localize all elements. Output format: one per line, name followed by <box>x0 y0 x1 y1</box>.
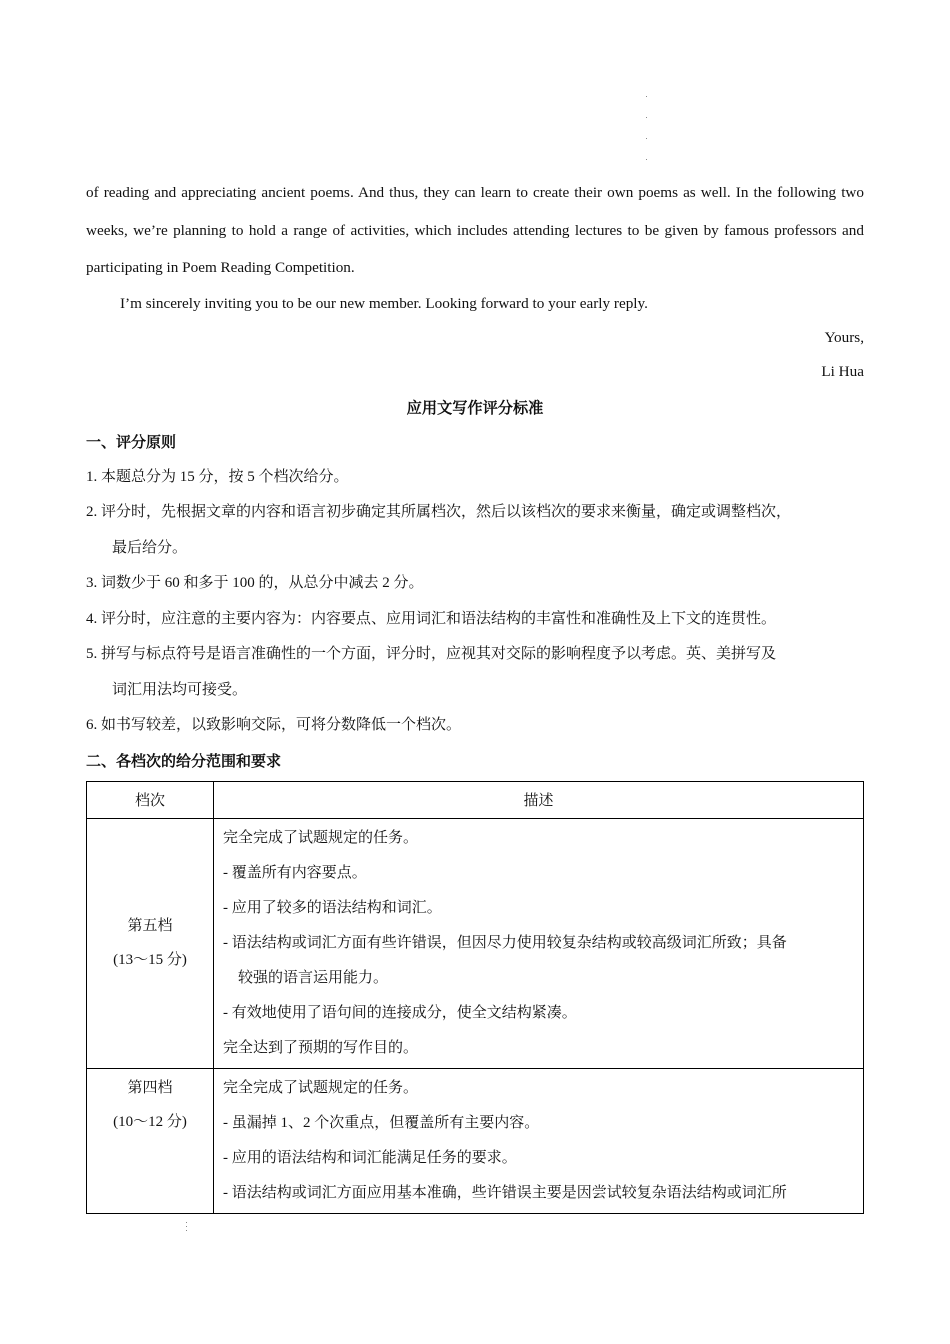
description-line-continuation: 较强的语言运用能力。 <box>238 969 389 986</box>
level-cell <box>87 1068 214 1213</box>
list-item: 5. 拼写与标点符号是语言准确性的一个方面，评分时，应视其对交际的影响程度予以考虑。英、美拼写及 词汇用法均可接受。 <box>86 646 777 698</box>
letter-closing: Yours, <box>824 328 864 346</box>
description-line: 完全完成了试题规定的任务。 <box>223 829 419 846</box>
description-line: 完全完成了试题规定的任务。 <box>223 1079 419 1096</box>
description-cell <box>214 818 864 1068</box>
table-header-row <box>87 781 864 818</box>
description-line: 完全达到了预期的写作目的。 <box>223 1039 419 1056</box>
letter-paragraph: of reading and appreciating ancient poems. And thus, they can learn to create their own poems as well. In the following two weeks, we’re planning to hold a range of activities, which includes attending lectures to be given by famous professors and participating in Poem Reading Competition. <box>86 184 864 276</box>
description-line: - 覆盖所有内容要点。 <box>223 864 367 881</box>
list-item: 4. 评分时，应注意的主要内容为：内容要点、应用词汇和语法结构的丰富性和准确性及上下文的连贯性。 <box>86 610 777 627</box>
list-item: 3. 词数少于 60 和多于 100 的，从总分中减去 2 分。 <box>86 575 424 591</box>
letter-paragraph-invitation: I’m sincerely inviting you to be our new member. Looking forward to your early reply. <box>120 294 648 312</box>
table-row <box>87 1068 864 1213</box>
description-line: - 有效地使用了语句间的连接成分，使全文结构紧凑。 <box>223 1004 577 1021</box>
level-range: (13～15 分) <box>113 952 187 968</box>
letter-signature: Li Hua <box>821 362 864 380</box>
decorative-dots <box>646 96 650 180</box>
scoring-table <box>86 781 864 1214</box>
principles-list <box>86 460 864 744</box>
table-row <box>87 818 864 1068</box>
description-line: - 虽漏掉 1、2 个次重点，但覆盖所有主要内容。 <box>223 1114 540 1131</box>
description-line: - 语法结构或词汇方面应用基本准确，些许错误主要是因尝试较复杂语法结构或词汇所 <box>223 1184 787 1201</box>
section-heading-levels: 二、各档次的给分范围和要求 <box>86 751 282 770</box>
description-cell <box>214 1068 864 1213</box>
level-name: 第四档 <box>127 1079 173 1096</box>
decorative-dots <box>186 1222 187 1234</box>
level-name: 第五档 <box>127 918 173 934</box>
description-line: - 应用了较多的语法结构和词汇。 <box>223 899 442 916</box>
list-item: 1. 本题总分为 15 分，按 5 个档次给分。 <box>86 468 349 485</box>
description-line: - 应用的语法结构和词汇能满足任务的要求。 <box>223 1149 517 1166</box>
section-heading-principles: 一、评分原则 <box>86 432 177 451</box>
level-cell <box>87 818 214 1068</box>
document-page <box>86 174 864 1214</box>
list-item: 2. 评分时，先根据文章的内容和语言初步确定其所属档次，然后以该档次的要求来衡量，确定或调整档次， 最后给分。 <box>86 504 792 556</box>
column-header-description: 描述 <box>214 781 864 818</box>
list-item: 6. 如书写较差，以致影响交际，可将分数降低一个档次。 <box>86 717 462 733</box>
rubric-title: 应用文写作评分标准 <box>406 398 544 417</box>
column-header-level: 档次 <box>87 781 214 818</box>
description-line: - 语法结构或词汇方面有些许错误，但因尽力使用较复杂结构或较高级词汇所致；具备 <box>223 934 787 951</box>
level-range: (10～12 分) <box>113 1113 187 1130</box>
